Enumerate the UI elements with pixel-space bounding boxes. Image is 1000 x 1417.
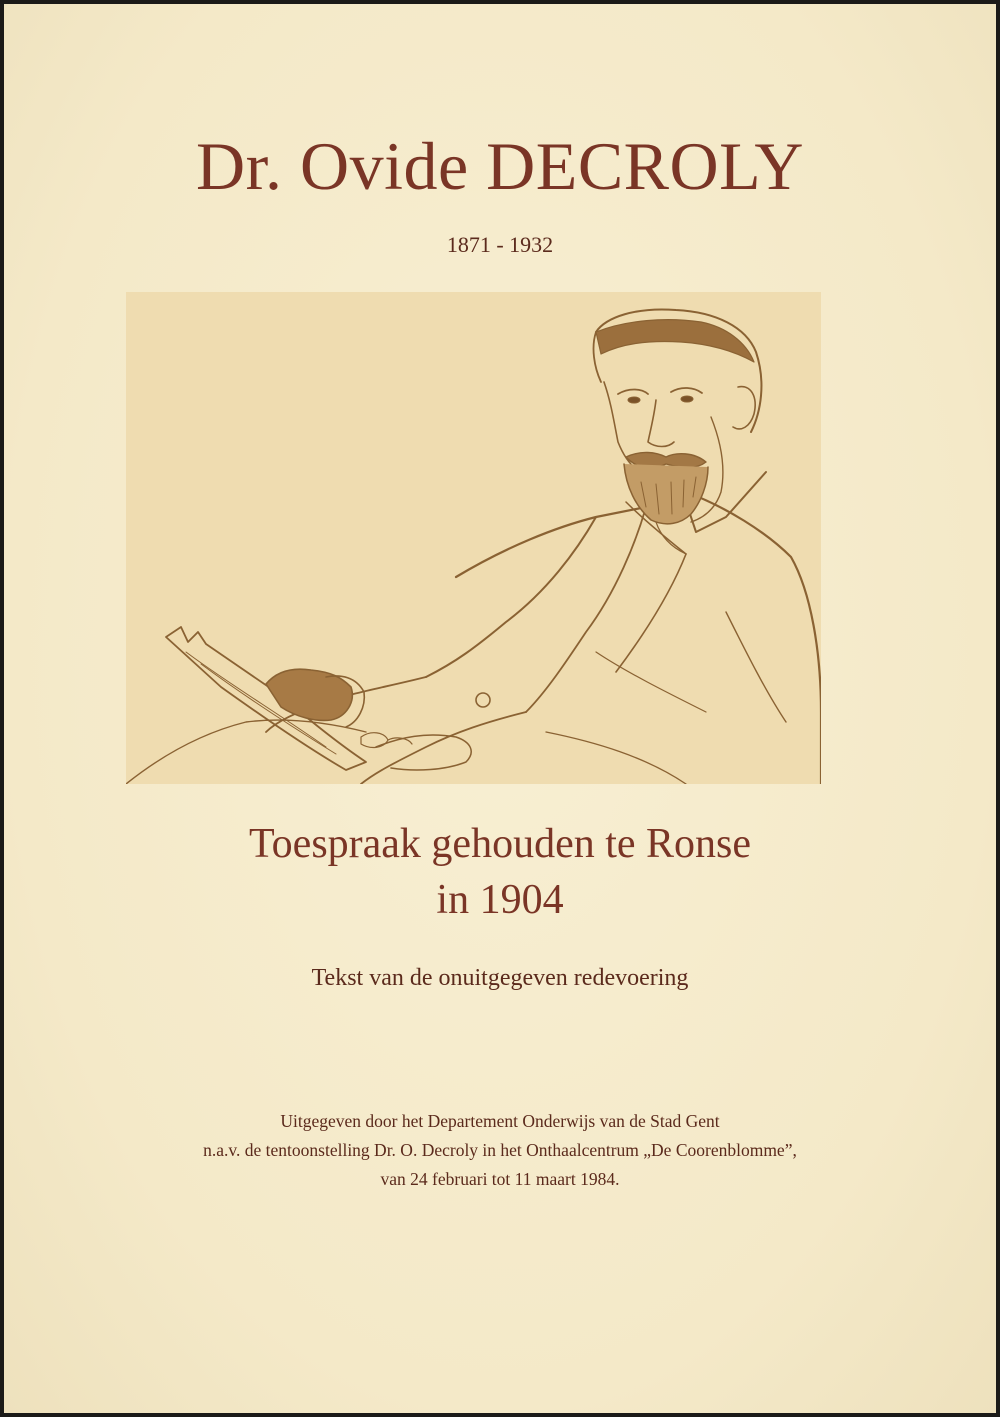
publisher-line-3: van 24 februari tot 11 maart 1984. — [380, 1169, 620, 1189]
book-cover — [4, 4, 996, 1413]
subtitle-line-1: Toespraak gehouden te Ronse — [248, 821, 752, 867]
publisher-note — [4, 1107, 996, 1194]
author-title: Dr. Ovide DECROLY — [196, 128, 804, 204]
book-subtitle — [4, 816, 996, 928]
portrait-drawing — [126, 292, 821, 784]
publisher-line-2: n.a.v. de tentoonstelling Dr. O. Decroly in het Onthaalcentrum „De Coorenblomme”, — [203, 1140, 797, 1160]
portrait-illustration — [126, 292, 821, 784]
life-years: 1871 - 1932 — [446, 232, 554, 257]
tagline: Tekst van de onuitgegeven redevoering — [311, 965, 689, 991]
subtitle-line-2: in 1904 — [436, 877, 564, 923]
publisher-line-1: Uitgegeven door het Departement Onderwijs van de Stad Gent — [280, 1111, 720, 1131]
